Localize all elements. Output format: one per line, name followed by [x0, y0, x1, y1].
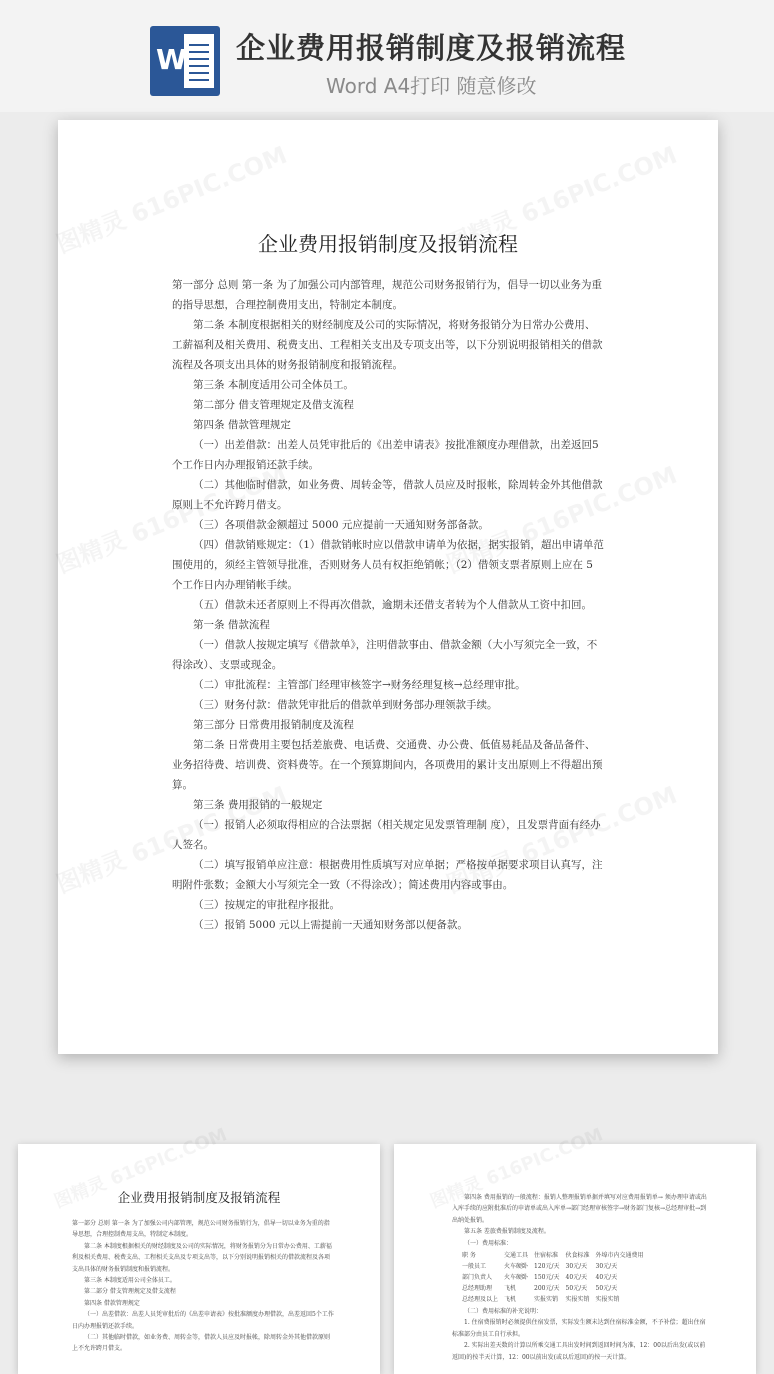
table-cell: 30元/天 [595, 1263, 618, 1271]
table-header-cell: 交通工具 [504, 1252, 529, 1260]
document-title: 企业费用报销制度及报销流程 [258, 232, 518, 256]
paragraph: （一）借款人按规定填写《借款单》，注明借款事由、借款金额（大小写须完全一致，不得涂改）、支票或现金。 [172, 639, 598, 671]
paragraph: 第二条 本制度根据相关的财经制度及公司的实际情况，将财务报销分为日常办公费用、工薪福利及相关费用、税费支出、工程相关支出及专项支出等，以下分别说明报销相关的借款流程及各项支出具体的财务报销制度和报销流程。 [72, 1242, 332, 1273]
paragraph: 第四条 费用报销的一般流程：报销人整理报销单据并填写对应费用报销单→ 须办理申请或出入库手续的应附批准后的申请单或出入库单→部门经理审核签字→财务部门复核→总经理审批→到出纳处报销。 [452, 1194, 707, 1224]
document-page-preview [58, 120, 718, 1054]
paragraph: 2. 实际出差天数的计算以所乘交通工具出发时间到返回时间为准，12：00以后出发(或以前返回)的按半天计算，12：00以前出发(或以后返回)的按一天计算。 [452, 1342, 706, 1361]
table-cell: 30元/天 [565, 1263, 588, 1271]
paragraph: 第三条 本制度适用公司全体员工。 [193, 379, 354, 391]
paragraph: 第一部分 总则 第一条 为了加强公司内部管理，规范公司财务报销行为，倡导一切以业务为重的指导思想，合理控制费用支出，特制定本制度。 [72, 1220, 330, 1239]
expense-standard-table [462, 1250, 650, 1305]
table-cell: 50元/天 [565, 1285, 588, 1293]
paragraph: （五）借款未还者原则上不得再次借款，逾期未还借支者转为个人借款从工资中扣回。 [193, 599, 592, 611]
paragraph: （一）费用标准： [464, 1239, 513, 1247]
thumbnail-body [452, 1192, 710, 1363]
page-thumbnail-1 [18, 1144, 380, 1374]
paragraph: （三）各项借款金额超过 5000 元应提前一天通知财务部备款。 [193, 519, 489, 531]
paragraph: （一）报销人必须取得相应的合法票据（相关规定见发票管理制 度），且发票背面有经办人签名。 [172, 819, 601, 851]
paragraph: 1. 住宿费报销时必须提供住宿发票，实际发生额未达到住宿标准金额，不予补偿；超出住宿标准部分由员工自行承担。 [452, 1319, 706, 1338]
table-cell: 实报实销 [565, 1296, 590, 1304]
paragraph: 第三条 本制度适用公司全体员工。 [84, 1277, 176, 1285]
table-cell: 40元/天 [595, 1274, 618, 1282]
table-header-cell: 伙食标准 [565, 1252, 590, 1260]
banner-title: 企业费用报销制度及报销流程 [236, 31, 627, 65]
table-cell: 实报实销 [595, 1296, 620, 1304]
table-cell: 火车硬卧 [504, 1274, 529, 1282]
table-cell: 部门负责人 [462, 1274, 493, 1282]
table-cell: 150元/天 [534, 1274, 560, 1282]
paragraph: （三）按规定的审批程序报批。 [193, 899, 340, 911]
paragraph: （三）财务付款：借款凭审批后的借款单到财务部办理领款手续。 [193, 699, 498, 711]
table-row [462, 1272, 650, 1283]
paragraph: （一）出差借款：出差人员凭审批后的《出差申请表》按批准额度办理借款，出差返回5个工作日内办理报销还款手续。 [72, 1311, 334, 1330]
paragraph: （二）审批流程：主管部门经理审核签字→财务经理复核→总经理审批。 [193, 679, 526, 691]
paragraph: 第一部分 总则 第一条 为了加强公司内部管理，规范公司财务报销行为，倡导一切以业务为重的指导思想，合理控制费用支出，特制定本制度。 [172, 279, 603, 311]
paragraph: （三）报销 5000 元以上需提前一天通知财务部以便备款。 [193, 919, 468, 931]
paragraph: 第五条 差旅费报销制度及流程。 [464, 1228, 550, 1236]
paragraph: （二）填写报销单应注意：根据费用性质填写对应单据；严格按单据要求项目认真写，注明附件张数；金额大小写须完全一致（不得涂改）；简述费用内容或事由。 [172, 859, 603, 891]
thumbnail-body [72, 1218, 334, 1355]
table-cell: 50元/天 [595, 1285, 618, 1293]
paragraph: （二）其他临时借款，如业务费、周转金等，借款人员应及时报帐，除周转金外其他借款原则上不允许跨月借支。 [172, 479, 603, 511]
table-cell: 总经理及以上 [462, 1296, 499, 1304]
banner-subtitle: Word A4打印 随意修改 [326, 74, 537, 98]
table-row [462, 1294, 650, 1305]
word-icon-letter: W [156, 43, 187, 76]
table-row [462, 1261, 650, 1272]
paragraph: （一）出差借款：出差人员凭审批后的《出差申请表》按批准额度办理借款，出差返回5个工作日内办理报销还款手续。 [172, 439, 599, 471]
table-cell: 飞机 [504, 1296, 517, 1304]
paragraph: 第四条 借款管理规定 [84, 1299, 140, 1307]
table-cell: 总经理助理 [462, 1285, 493, 1293]
table-header-cell: 住宿标准 [534, 1252, 559, 1260]
page-thumbnail-2 [394, 1144, 756, 1374]
word-icon-page [184, 34, 214, 88]
paragraph: 第二部分 借支管理规定及借支流程 [84, 1288, 176, 1296]
paragraph: 第四条 借款管理规定 [193, 419, 291, 431]
paragraph: （四）借款销账规定：（1）借款销帐时应以借款申请单为依据，据实报销，超出申请单范围使用的，须经主管领导批准，否则财务人员有权拒绝销帐；（2）借领支票者原则上应在 5 个工作日内办理销帐手续。 [172, 539, 604, 591]
table-cell: 飞机 [504, 1285, 517, 1293]
paragraph: （二）其他临时借款，如业务费、周转金等，借款人员应及时报帐，除周转金外其他借款原则上不允许跨月借支。 [72, 1334, 331, 1353]
paragraph: 第一条 借款流程 [193, 619, 270, 631]
word-document-icon [150, 26, 220, 96]
paragraph: 第三条 费用报销的一般规定 [193, 799, 323, 811]
paragraph: 第二条 本制度根据相关的财经制度及公司的实际情况，将财务报销分为日常办公费用、工薪福利及相关费用、税费支出、工程相关支出及专项支出等，以下分别说明报销相关的借款流程及各项支出具体的财务报销制度和报销流程。 [172, 319, 603, 371]
document-body [172, 275, 604, 935]
table-cell: 120元/天 [534, 1263, 560, 1271]
header-banner [0, 0, 774, 112]
table-cell: 实报实销 [534, 1296, 559, 1304]
table-row [462, 1250, 650, 1261]
paragraph: 第二条 日常费用主要包括差旅费、电话费、交通费、办公费、低值易耗品及备品备件、业务招待费、培训费、资料费等。在一个预算期间内，各项费用的累计支出原则上不得超出预算。 [172, 739, 603, 791]
table-cell: 火车硬卧 [504, 1263, 529, 1271]
table-cell: 200元/天 [534, 1285, 560, 1293]
section-heading: 第三部分 日常费用报销制度及流程 [193, 719, 354, 731]
table-header-cell: 职 务 [462, 1252, 476, 1260]
paragraph: （二）费用标准的补充说明： [464, 1308, 543, 1316]
table-cell: 40元/天 [565, 1274, 588, 1282]
section-heading: 第二部分 借支管理规定及借支流程 [193, 399, 354, 411]
thumbnail-title: 企业费用报销制度及报销流程 [117, 1190, 281, 1205]
table-header-cell: 外埠市内交通费用 [595, 1252, 644, 1260]
table-cell: 一般员工 [462, 1263, 487, 1271]
table-row [462, 1283, 650, 1294]
